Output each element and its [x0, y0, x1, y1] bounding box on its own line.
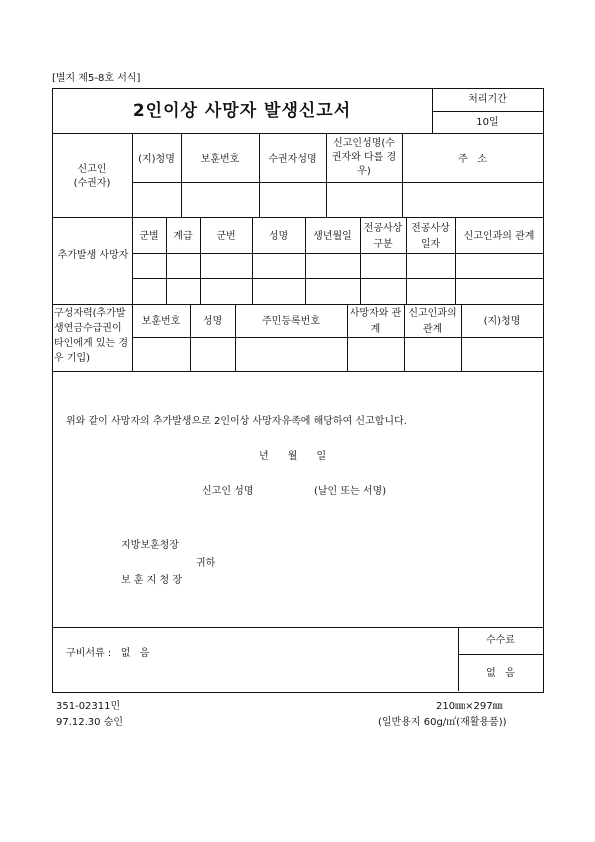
form-code: 351-02311민	[56, 701, 121, 712]
addressee-branch-office: 보 훈 지 청 장	[121, 575, 183, 586]
deceased-header-relation: 신고인과의 관계	[463, 231, 535, 242]
declaration-date: 년 월 일	[259, 451, 327, 462]
processing-period-label: 처리기간	[468, 94, 507, 105]
fee-value: 없 음	[486, 668, 515, 679]
addressee-regional-office: 지방보훈청장	[121, 540, 179, 551]
form-title: 2인이상 사망자 발생신고서	[132, 101, 352, 121]
deceased-header-rank: 계급	[173, 231, 193, 242]
pension-header-office: (지)청명	[483, 316, 521, 327]
paper-type: (일반용지 60g/㎡(재활용품))	[378, 717, 507, 728]
reporter-header-address: 주 소	[458, 154, 487, 165]
approval-date: 97.12.30 승인	[56, 717, 124, 728]
reporter-header-reporter-name: 신고인성명(수권자와 다를 경우)	[331, 138, 397, 177]
form-reference: [별지 제5-8호 서식]	[52, 73, 141, 84]
deceased-header-casualty-type: 전공사상 구분	[363, 223, 403, 250]
deceased-header-branch: 군별	[139, 231, 159, 242]
seal-note: (날인 또는 서명)	[314, 486, 387, 497]
deceased-label: 추가발생 사망자	[57, 250, 129, 261]
reporter-header-veteran-no: 보훈번호	[200, 154, 240, 165]
reporter-header-office: (지)청명	[138, 154, 175, 165]
addressee-honorific: 귀하	[196, 558, 216, 569]
pension-header-relation-reporter: 신고인과의 관계	[408, 308, 457, 335]
pension-header-resident-no: 주민등록번호	[262, 316, 320, 327]
processing-period-value: 10일	[476, 117, 499, 128]
pension-label: 구성자력(추가발생연금수급권이 타인에게 있는 경우 기입)	[54, 308, 128, 364]
deceased-header-birthdate: 생년월일	[313, 231, 352, 242]
declaration-statement: 위와 같이 사망자의 추가발생으로 2인이상 사망자유족에 해당하여 신고합니다.	[66, 416, 407, 427]
reporter-header-recipient-name: 수권자성명	[268, 154, 317, 165]
deceased-header-name: 성명	[268, 231, 289, 242]
reporter-label: 신고인 (수권자)	[73, 164, 111, 189]
pension-header-veteran-no: 보훈번호	[141, 316, 181, 327]
attachments-label: 구비서류 : 없 음	[66, 648, 150, 659]
signer-label: 신고인 성명	[202, 486, 254, 497]
deceased-header-service-no: 군번	[216, 231, 236, 242]
pension-header-name: 성명	[202, 316, 223, 327]
pension-header-relation-deceased: 사망자와 관 계	[349, 308, 411, 335]
fee-label: 수수료	[486, 635, 515, 646]
paper-size: 210㎜×297㎜	[436, 701, 503, 712]
deceased-header-casualty-date: 전공사상 일자	[411, 223, 450, 250]
